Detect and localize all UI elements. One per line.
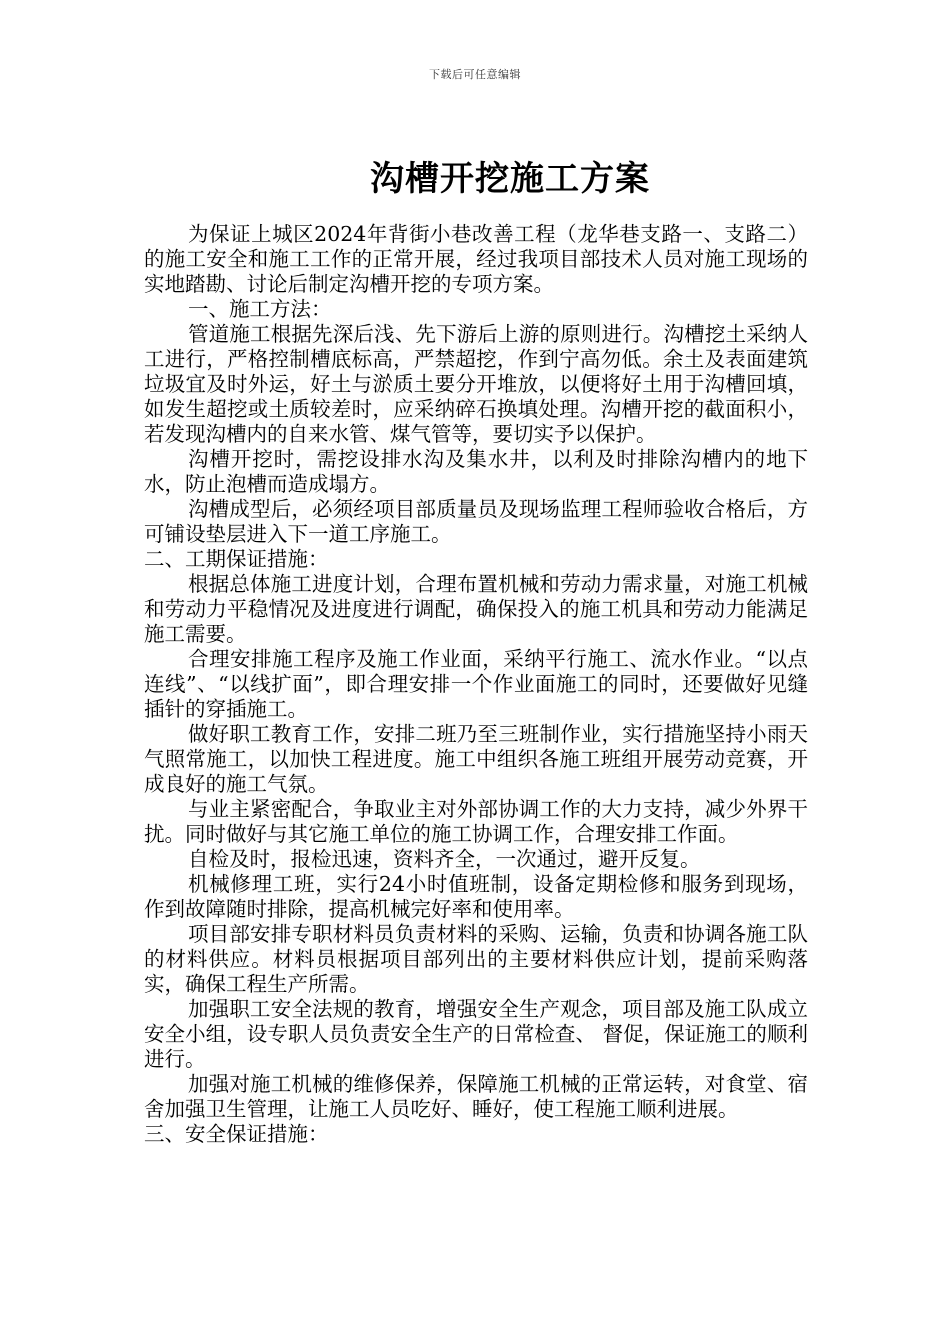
body-paragraph: 机械修理工班，实行24小时值班制，设备定期检修和服务到现场，作到故障随时排除，提高机械完好率和使用率。 [144,872,808,921]
section-heading-construction-method: 一、施工方法： [188,297,332,321]
body-paragraph: 项目部安排专职材料员负责材料的采购、运输，负责和协调各施工队的材料供应。材料员根据项目部列出的主要材料供应计划，提前采购落实，确保工程生产所需。 [144,922,808,996]
intro-paragraph: 为保证上城区2024年背街小巷改善工程（龙华巷支路一、支路二）的施工安全和施工工作的正常开展，经过我项目部技术人员对施工现场的实地踏勘、讨论后制定沟槽开挖的专项方案。 [144,222,808,296]
body-paragraph: 沟槽开挖时，需挖设排水沟及集水井，以利及时排除沟槽内的地下水，防止泡槽而造成塌方。 [144,447,808,496]
body-paragraph: 加强职工安全法规的教育，增强安全生产观念，项目部及施工队成立安全小组，设专职人员负责安全生产的日常检查、 督促，保证施工的顺利进行。 [144,997,808,1071]
header-note: 下载后可任意编辑 [429,68,521,81]
section-heading-safety-measures: 三、安全保证措施： [144,1122,329,1146]
body-paragraph: 自检及时，报检迅速，资料齐全，一次通过，避开反复。 [188,847,701,871]
body-paragraph: 沟槽成型后，必须经项目部质量员及现场监理工程师验收合格后，方可铺设垫层进入下一道工序施工。 [144,497,808,546]
document-title: 沟槽开挖施工方案 [370,158,650,199]
body-paragraph: 做好职工教育工作，安排二班乃至三班制作业，实行措施坚持小雨天气照常施工，以加快工程进度。施工中组织各施工班组开展劳动竞赛，开成良好的施工气氛。 [144,722,808,796]
body-paragraph: 加强对施工机械的维修保养，保障施工机械的正常运转，对食堂、宿舍加强卫生管理，让施工人员吃好、睡好，使工程施工顺利进展。 [144,1072,808,1121]
body-paragraph: 与业主紧密配合，争取业主对外部协调工作的大力支持，减少外界干扰。同时做好与其它施工单位的施工协调工作，合理安排工作面。 [144,797,808,846]
body-paragraph: 合理安排施工程序及施工作业面，采纳平行施工、流水作业。“以点连线”、“以线扩面”，即合理安排一个作业面施工的同时，还要做好见缝插针的穿插施工。 [144,647,808,721]
body-paragraph: 管道施工根据先深后浅、先下游后上游的原则进行。沟槽挖土采纳人工进行，严格控制槽底标高，严禁超挖，作到宁高勿低。余土及表面建筑垃圾宜及时外运，好土与淤质土要分开堆放，以便将好土用于沟槽回填，如发生超挖或土质较差时，应采纳碎石换填处理。沟槽开挖的截面积小，若发现沟槽内的自来水管、煤气管等，要切实予以保护。 [144,322,808,446]
body-paragraph: 根据总体施工进度计划，合理布置机械和劳动力需求量，对施工机械和劳动力平稳情况及进度进行调配，确保投入的施工机具和劳动力能满足施工需要。 [144,572,808,646]
section-heading-schedule-measures: 二、工期保证措施： [144,547,329,571]
document-body [144,222,808,1147]
